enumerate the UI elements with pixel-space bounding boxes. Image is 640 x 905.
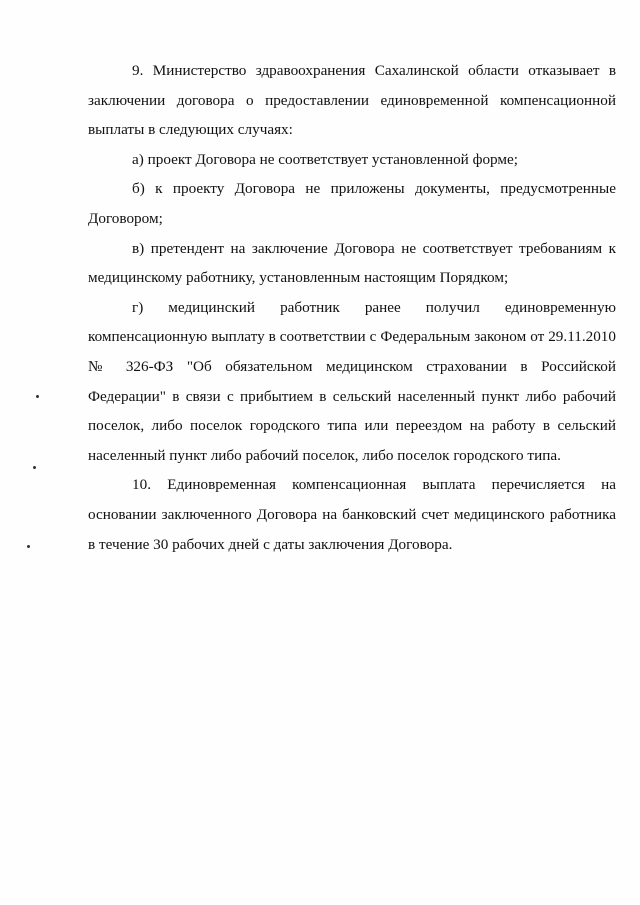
paragraph-10: 10. Единовременная компенсационная выплата перечисляется на основании заключенного Договора на банковский счет медицинского работника в течение 30 рабочих дней с даты заключения Договора. — [88, 476, 616, 553]
paragraph-9v: в) претендент на заключение Договора не соответствует требованиям к медицинскому работнику, установленным настоящим Порядком; — [88, 239, 616, 287]
scan-speck — [36, 395, 39, 398]
paragraph-9a: а) проект Договора не соответствует установленной форме; — [132, 150, 518, 168]
paragraph-9: 9. Министерство здравоохранения Сахалинской области отказывает в заключении договора о предоставлении единовременной компенсационной выплаты в следующих случаях: — [88, 62, 616, 139]
scan-speck — [27, 545, 30, 548]
document-body — [88, 56, 616, 559]
scan-speck — [33, 466, 36, 469]
paragraph-9g: г) медицинский работник ранее получил единовременную компенсационную выплату в соответствии с Федеральным законом от 29.11.2010 № 326-ФЗ "Об обязательном медицинском страховании в Российской Федерации" в связи с прибытием в сельский населенный пункт либо рабочий поселок, либо поселок городского типа или переездом на работу в сельский населенный пункт либо рабочий поселок, либо поселок городского типа. — [88, 298, 616, 464]
paragraph-9b: б) к проекту Договора не приложены документы, предусмотренные Договором; — [88, 180, 616, 227]
